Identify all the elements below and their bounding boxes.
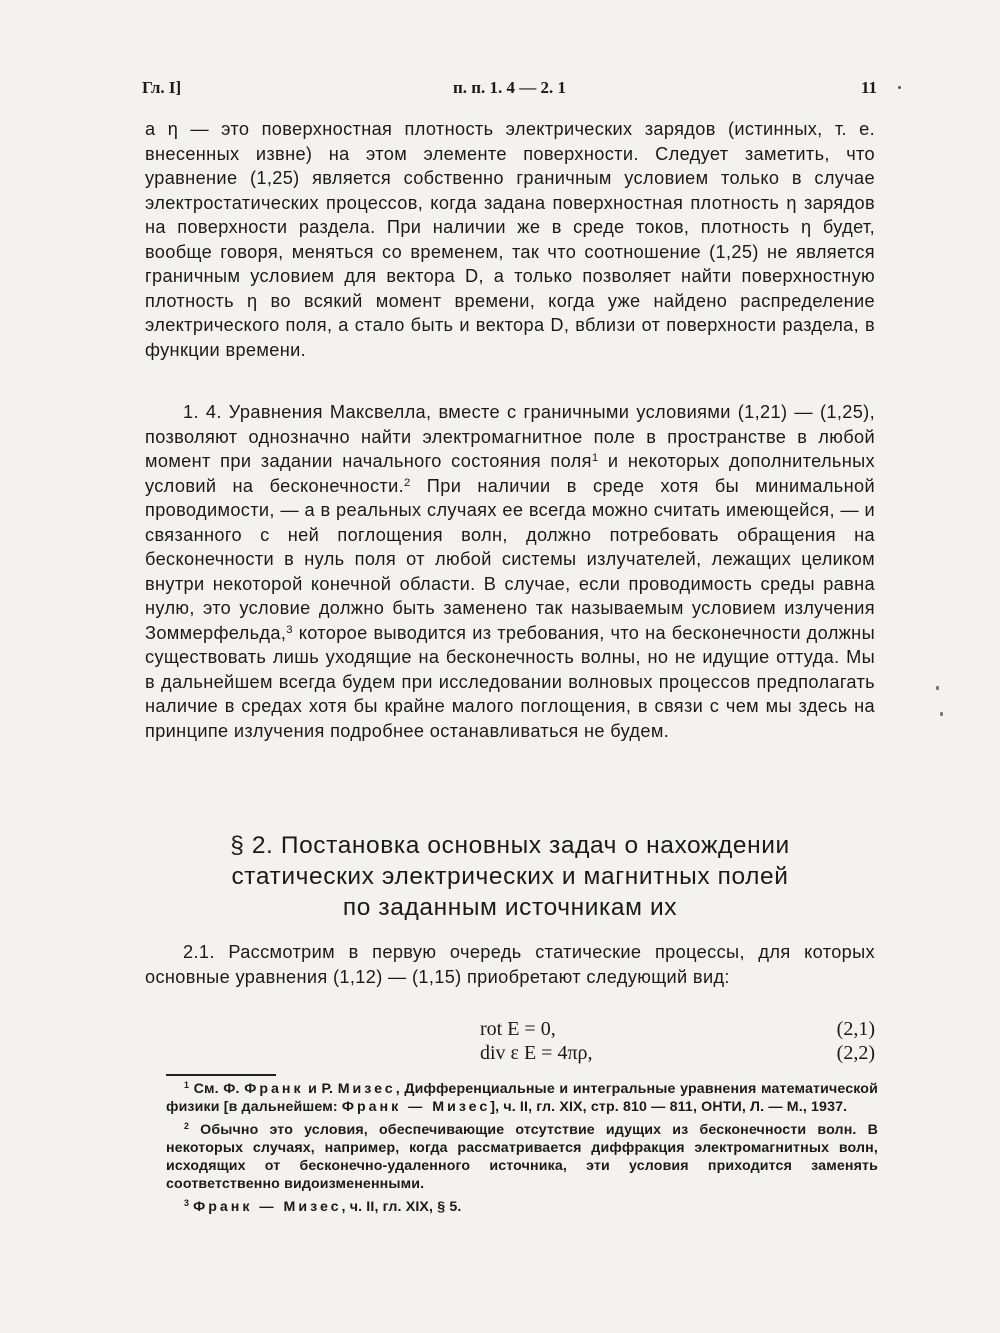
chapter-label: Гл. I] bbox=[142, 78, 182, 97]
author-name: Франк bbox=[244, 1081, 304, 1097]
author-name: Франк — Мизес bbox=[341, 1099, 491, 1115]
heading-line: статических электрических и магнитных полей bbox=[231, 863, 789, 890]
section-heading bbox=[145, 830, 875, 923]
section-range: п. п. 1. 4 — 2. 1 bbox=[452, 78, 567, 97]
text-run: Обычно это условия, обеспечивающие отсутствие идущих из бесконечности волн. В некоторых случаях, например, когда рассматривается диффракция электромагнитных волн, исходящих от бесконечно-удаленного источника, эти условия приходится заменять соответственно видоизмененными. bbox=[166, 1122, 878, 1192]
equation-expression: div ε E = 4πρ, bbox=[480, 1042, 593, 1064]
heading-line: § 2. Постановка основных задач о нахождении bbox=[230, 832, 790, 859]
text-run: ], ч. II, гл. XIX, стр. 810 — 811, ОНТИ, Л. — М., 1937. bbox=[490, 1099, 848, 1115]
paragraph-continuation bbox=[145, 117, 875, 362]
text-run: , ч. II, гл. XIX, § 5. bbox=[341, 1199, 462, 1215]
footnote-divider bbox=[166, 1074, 276, 1076]
text-run: и некоторых дополнительных условий на бесконечности. bbox=[145, 451, 875, 496]
footnotes bbox=[166, 1080, 878, 1221]
equation-2-2 bbox=[145, 1042, 875, 1068]
footnote-ref[interactable]: 1 bbox=[591, 451, 599, 464]
text-run: При наличии в среде хотя бы минимальной проводимости, — а в реальных случаях ее всегда можно считать имеющейся, — и связанного с ней поглощения волн, должно потребовать обращения на бесконечности в нуль поля от любой системы излучателей, лежащих целиком внутри некоторой конечной области. В случае, если проводимость среды равна нулю, это условие должно быть заменено так называемым условием излучения Зоммерфельда, bbox=[145, 475, 876, 643]
paragraph-text: 2.1. Рассмотрим в первую очередь статические процессы, для которых основные уравнения (1,12) — (1,15) приобретают следующий вид: bbox=[145, 942, 875, 987]
footnote-mark: 1 bbox=[184, 1080, 190, 1091]
footnote-ref[interactable]: 3 bbox=[286, 623, 293, 636]
page-number: 11 bbox=[860, 78, 877, 97]
running-head bbox=[142, 78, 877, 102]
text-run: , Дифференциальные и интегральные уравнения математической физики [в дальнейшем: bbox=[166, 1081, 878, 1115]
paragraph-text: а η — это поверхностная плотность электрических зарядов (истинных, т. е. внесенных извне) на этом элементе поверхности. Следует заметить, что уравнение (1,25) является собственно граничным условием только в случае электростатических процессов, когда задана поверхностная плотность η зарядов на поверхности раздела. При наличии же в среде токов, плотность η будет, вообще говоря, меняться со временем, так что соотношение (1,25) не является граничным условием для вектора D, а только позволяет найти поверхностную плотность η во всякий момент времени, когда уже найдено распределение электрического поля, а стало быть и вектора D, вблизи от поверхности раздела, в функции времени. bbox=[145, 119, 875, 360]
footnote-mark: 2 bbox=[184, 1121, 190, 1132]
equation-number: (2,1) bbox=[836, 1018, 875, 1040]
paragraph-text bbox=[145, 400, 875, 743]
equation-2-1 bbox=[145, 1018, 875, 1044]
text-run: и Р. bbox=[303, 1081, 338, 1097]
footnote-ref[interactable]: 2 bbox=[404, 476, 411, 489]
footnote-1 bbox=[166, 1080, 878, 1116]
footnote-3 bbox=[166, 1198, 878, 1216]
print-speck bbox=[936, 686, 939, 690]
author-name: Мизес bbox=[337, 1081, 396, 1097]
heading-line: по заданным источникам их bbox=[342, 894, 678, 921]
author-name: Франк — Мизес bbox=[193, 1199, 342, 1215]
paragraph-1-4 bbox=[145, 400, 875, 743]
text-run: См. Ф. bbox=[189, 1081, 245, 1097]
print-speck bbox=[940, 712, 943, 716]
footnote-mark: 3 bbox=[184, 1198, 190, 1209]
paragraph-2-1 bbox=[145, 940, 875, 989]
equation-number: (2,2) bbox=[836, 1042, 875, 1064]
footnote-2 bbox=[166, 1121, 878, 1193]
print-speck bbox=[898, 86, 901, 89]
text-run: 1. 4. Уравнения Максвелла, вместе с граничными условиями (1,21) — (1,25), позволяют однозначно найти электромагнитное поле в пространстве в любой момент при задании начального состояния поля bbox=[145, 402, 875, 471]
text-run: которое выводится из требования, что на бесконечности должны существовать лишь уходящие на бесконечность волны, но не идущие оттуда. Мы в дальнейшем всегда будем при исследовании волновых процессов предполагать наличие в средах хотя бы крайне малого поглощения, в связи с чем мы здесь на принципе излучения подробнее останавливаться не будем. bbox=[145, 622, 875, 741]
equation-expression: rot E = 0, bbox=[480, 1018, 556, 1040]
